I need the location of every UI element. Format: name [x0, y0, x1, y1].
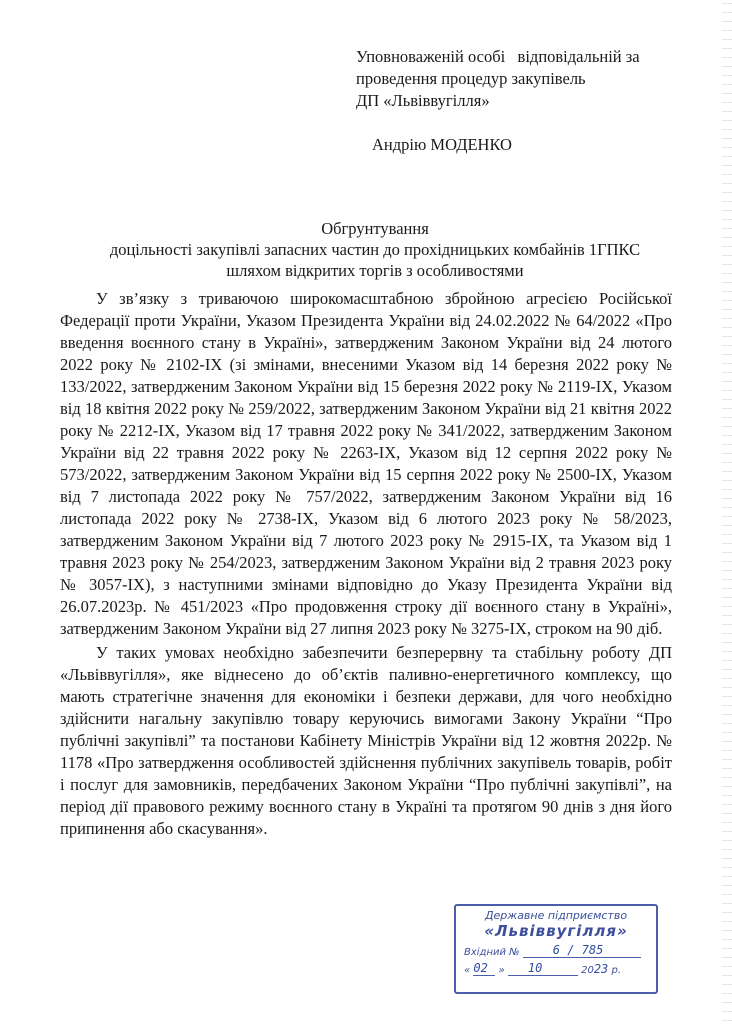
- addressee-name: Андрію МОДЕНКО: [372, 135, 512, 154]
- body-paragraph-1: У зв’язку з триваючою широкомасштабною збройною агресією Російської Федерації проти України, Указом Президента України від 24.02.2022 № 64/2022 «Про введення воєнного стану в Україні», затвердженим Законом України від 24 лютого 2022 року № 2102-IX (зі змінами, внесеними Указом від 14 березня 2022 року № 133/2022, затвердженим Законом України від 15 березня 2022 року № 2119-IX, Указом від 18 квітня 2022 року № 259/2022, затвердженим Законом України від 21 квітня 2022 року № 2212-IX, Указом від 17 травня 2022 року № 341/2022, затвердженим Законом України від 22 травня 2022 року № 2263-IX, Указом від 12 серпня 2022 року № 573/2022, затвердженим Законом України від 15 серпня 2022 року № 2500-IX, Указом від 7 листопада 2022 року № 757/2022, затвердженим Законом України від 16 листопада 2022 року № 2738-IX, Указом від 6 лютого 2023 року № 58/2023, затвердженим Законом України від 7 лютого 2023 року № 2915-IX, та Указом від 1 травня 2023 року № 254/2023, затвердженим Законом України від 2 травня 2023 року № 3057-IX), з наступними змінами відповідно до Указу Президента України від 26.07.2023р. № 451/2023 «Про продовження строку дії воєнного стану в Україні», затвердженим Законом України від 27 липня 2023 року № 3275-IX, строком на 90 діб.: [60, 289, 672, 638]
- stamp-date-month-field: [508, 961, 578, 976]
- stamp-incoming-row: [464, 943, 656, 958]
- title-line-1: Обгрунтування: [321, 219, 429, 238]
- document-body: [60, 288, 672, 840]
- title-line-2: доцільності закупівлі запасних частин до прохідницьких комбайнів 1ГПКС: [109, 240, 641, 259]
- scan-edge-artifact: [722, 0, 732, 1024]
- title-line-3: шляхом відкритих торгів з особливостями: [226, 261, 524, 280]
- stamp-date-prefix: «: [464, 965, 471, 976]
- addressee-block: [356, 46, 696, 156]
- stamp-incoming-number: 6 / 785: [552, 943, 604, 957]
- stamp-incoming-field: [523, 943, 641, 958]
- stamp-date-day-field: [473, 961, 495, 976]
- stamp-date-suffix: р.: [611, 965, 621, 976]
- stamp-org-name: «Львіввугілля»: [484, 922, 628, 940]
- stamp-date-month: 10: [527, 961, 543, 975]
- stamp-date-year-prefix: 20: [581, 965, 594, 976]
- stamp-date-row: « 02 » 10 2023 р.: [464, 961, 621, 976]
- body-paragraph-2: У таких умовах необхідно забезпечити безперервну та стабільну роботу ДП «Львіввугілля», яке віднесено до об’єктів паливно-енергетичного комплексу, що мають стратегічне значення для економіки і безпеки держави, для чого необхідно здійснити нагальну закупівлю товару керуючись вимогами Закону України “Про публічні закупівлі” та постанови Кабінету Міністрів України від 12 жовтня 2022р. № 1178 «Про затвердження особливостей здійснення публічних закупівель товарів, робіт і послуг для замовників, передбачених Законом України “Про публічні закупівлі”, на період дії правового режиму воєнного стану в Україні та протягом 90 днів з дня його припинення або скасування».: [60, 643, 672, 838]
- document-title: [60, 218, 690, 281]
- addressee-line-3: ДП «Львіввугілля»: [356, 91, 490, 110]
- stamp-org: Державне підприємство: [484, 909, 628, 922]
- stamp-date-day: 02: [473, 961, 488, 975]
- incoming-stamp: [454, 904, 658, 994]
- addressee-line-1: Уповноваженій особі відповідальній за: [356, 47, 640, 66]
- addressee-line-2: проведення процедур закупівель: [356, 69, 586, 88]
- stamp-date-year: 23: [593, 962, 609, 976]
- stamp-incoming-label: Вхідний №: [464, 947, 520, 958]
